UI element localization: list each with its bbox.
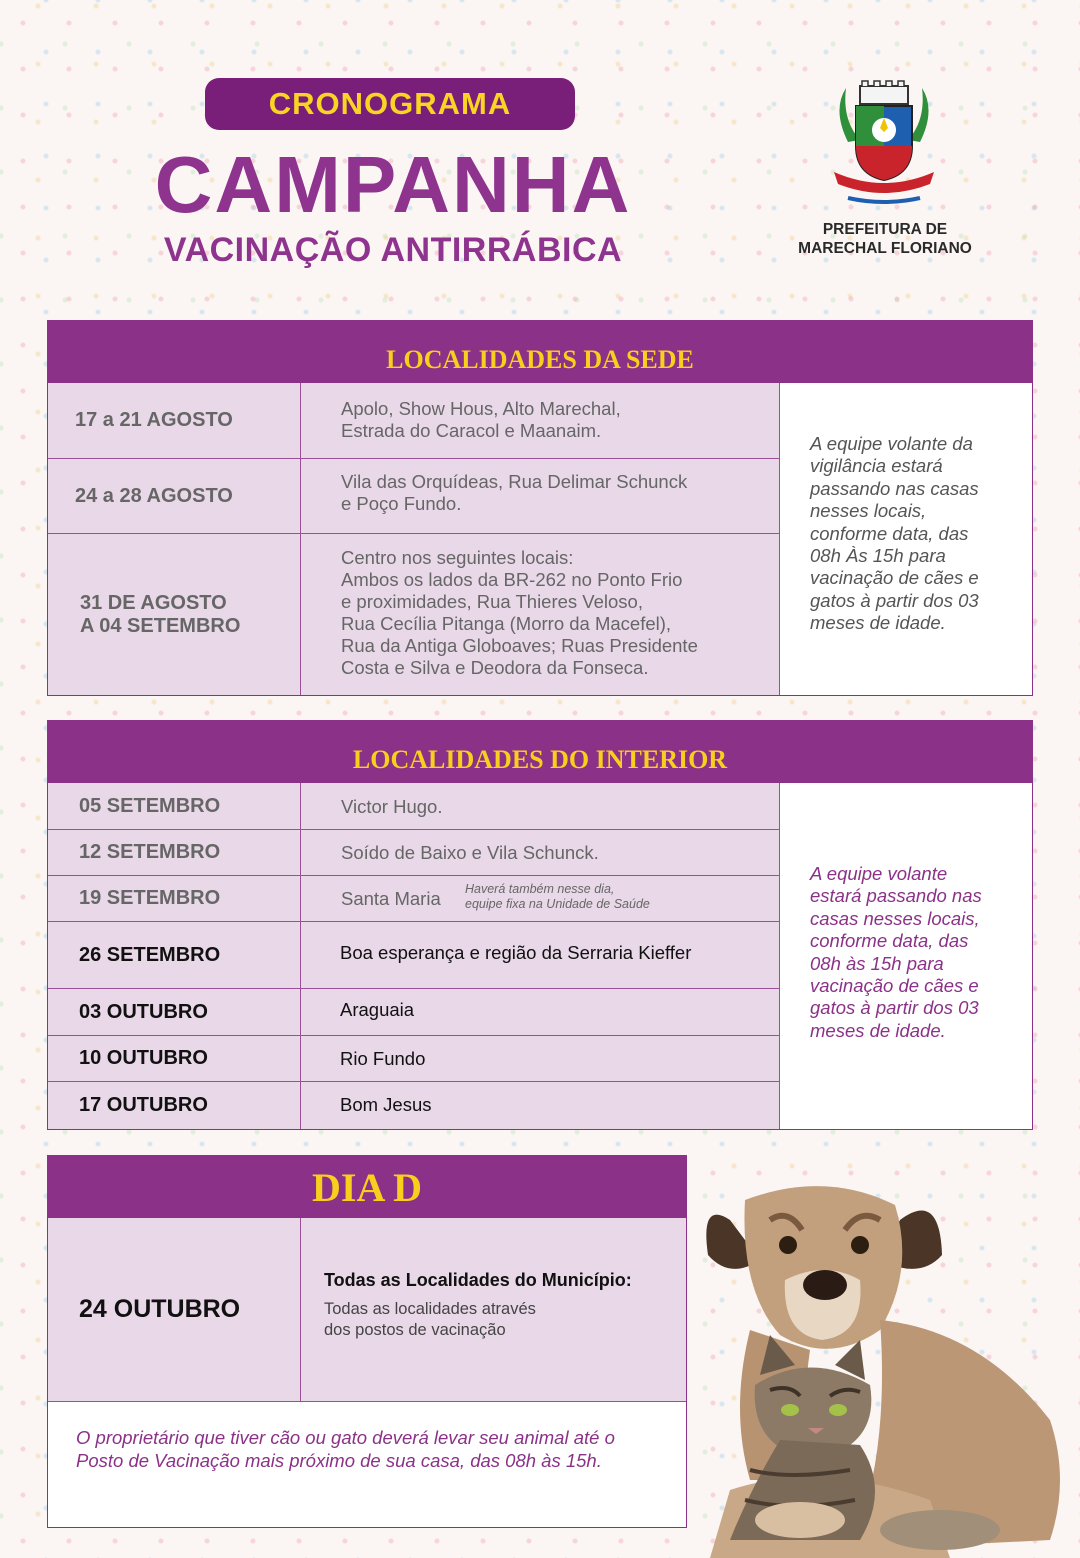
owner-instructions: O proprietário que tiver cão ou gato deverá levar seu animal até o Posto de Vacinação mais próximo de sua casa, das 08h às 15h. (76, 1427, 615, 1471)
sede-section (47, 320, 1033, 696)
row-places: Vila das Orquídeas, Rua Delimar Schunck e Poço Fundo. (341, 471, 688, 514)
row-date: 31 DE AGOSTO A 04 SETEMBRO (48, 534, 301, 695)
row-date: 17 a 21 AGOSTO (48, 383, 301, 458)
row-date: 05 SETEMBRO (48, 783, 301, 829)
table-row (48, 459, 779, 534)
table-row (48, 534, 779, 695)
row-date: 12 SETEMBRO (48, 830, 301, 875)
extra-note: Haverá também nesse dia, equipe fixa na Unidade de Saúde (465, 882, 650, 911)
row-date: 26 SETEMBRO (48, 922, 301, 988)
row-date: 17 OUTUBRO (48, 1082, 301, 1129)
interior-note: A equipe volante estará passando nas casas nesses locais, conforme data, das 08h às 15h para vacinação de cães e gatos à partir dos 03 meses de idade. (779, 783, 1032, 1129)
table-row (48, 922, 779, 989)
dia-d-place-desc: Todas as localidades através dos postos de vacinação (324, 1300, 536, 1339)
row-places: Rio Fundo (340, 1048, 426, 1069)
campaign-subtitle: VACINAÇÃO ANTIRRÁBICA (163, 231, 623, 269)
dia-d-section (47, 1155, 687, 1528)
sede-title: LOCALIDADES DA SEDE (48, 321, 1032, 383)
row-places: Victor Hugo. (341, 796, 443, 817)
table-row (48, 1036, 779, 1082)
table-row (48, 1082, 779, 1129)
campaign-title: CAMPANHA (154, 140, 632, 229)
municipal-crest-icon (826, 80, 942, 206)
table-row (48, 989, 779, 1036)
dia-d-title: DIA D (48, 1156, 686, 1218)
row-places: Soído de Baixo e Vila Schunck. (341, 842, 599, 863)
row-places: Bom Jesus (340, 1094, 432, 1115)
dia-d-date: 24 OUTUBRO (48, 1218, 301, 1401)
table-row (48, 383, 779, 459)
prefecture-name: PREFEITURA DE MARECHAL FLORIANO (798, 221, 972, 257)
dog-and-cat-illustration (690, 1160, 1080, 1558)
row-date: 19 SETEMBRO (48, 876, 301, 921)
row-date: 24 a 28 AGOSTO (48, 459, 301, 533)
row-date: 03 OUTUBRO (48, 989, 301, 1035)
row-places: Santa Maria Haverá também nesse dia, equipe fixa na Unidade de Saúde (341, 882, 650, 911)
interior-title: LOCALIDADES DO INTERIOR (48, 721, 1032, 783)
table-row (48, 1218, 686, 1402)
interior-section (47, 720, 1033, 1130)
table-row (48, 830, 779, 876)
table-row (48, 876, 779, 922)
row-places: Centro nos seguintes locais: Ambos os lados da BR-262 no Ponto Frio e proximidades, Rua Thieres Veloso, Rua Cecília Pitanga (Morro da Macefel), Rua da Antiga Globoaves; Ruas Presidente Costa e Silva e Deodora da Fonseca. (341, 547, 698, 678)
cronograma-badge: CRONOGRAMA (205, 78, 575, 130)
dia-d-place-title: Todas as Localidades do Município: (324, 1270, 632, 1290)
sede-note: A equipe volante da vigilância estará passando nas casas nesses locais, conforme data, das 08h Às 15h para vacinação de cães e gatos à partir dos 03 meses de idade. (779, 383, 1032, 695)
row-places: Apolo, Show Hous, Alto Marechal, Estrada do Caracol e Maanaim. (341, 398, 621, 441)
row-places: Araguaia (340, 999, 415, 1020)
row-places: Boa esperança e região da Serraria Kieffer (340, 942, 692, 963)
table-row (48, 783, 779, 830)
row-date: 10 OUTUBRO (48, 1036, 301, 1081)
